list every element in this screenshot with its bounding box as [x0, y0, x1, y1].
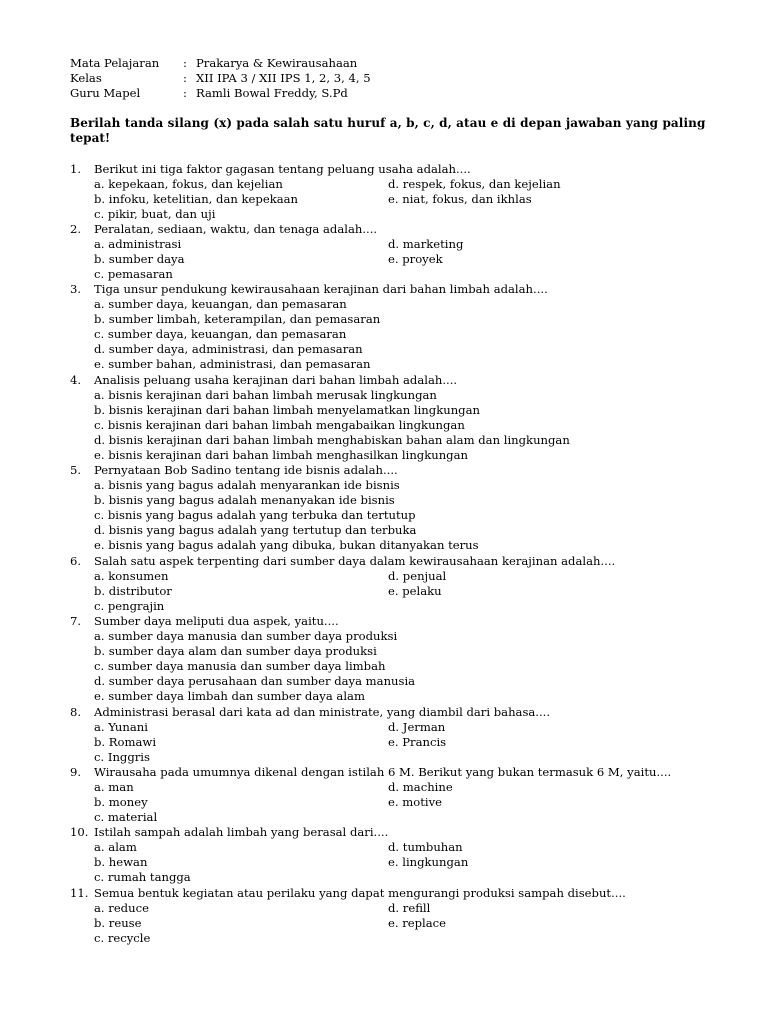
- option-d[interactable]: d. tumbuhan: [388, 840, 463, 854]
- question-number: 7.: [70, 614, 82, 628]
- option-e[interactable]: e. replace: [388, 916, 447, 930]
- header-colon: :: [183, 71, 187, 85]
- question-text: Peralatan, sediaan, waktu, dan tenaga adalah....: [94, 222, 378, 236]
- option-a[interactable]: a. alam: [94, 840, 137, 854]
- question-number: 6.: [70, 554, 82, 568]
- header-colon: :: [183, 56, 187, 70]
- option-b[interactable]: b. hewan: [94, 855, 148, 869]
- instruction-line-1: Berilah tanda silang (x) pada salah satu huruf a, b, c, d, atau e di depan jawaban yang paling: [70, 116, 706, 130]
- question-text: Salah satu aspek terpenting dari sumber daya dalam kewirausahaan kerajinan adalah....: [94, 554, 616, 568]
- option-e[interactable]: e. proyek: [388, 252, 443, 266]
- option-c[interactable]: c. rumah tangga: [94, 870, 191, 884]
- option-a[interactable]: a. bisnis yang bagus adalah menyarankan ide bisnis: [94, 478, 400, 492]
- option-e[interactable]: e. lingkungan: [388, 855, 469, 869]
- header-class-label: Kelas: [70, 71, 102, 85]
- header-colon: :: [183, 86, 187, 100]
- option-e[interactable]: e. bisnis kerajinan dari bahan limbah menghasilkan lingkungan: [94, 448, 468, 462]
- question-number: 8.: [70, 705, 82, 719]
- option-b[interactable]: b. infoku, ketelitian, dan kepekaan: [94, 192, 299, 206]
- option-c[interactable]: c. pikir, buat, dan uji: [94, 207, 216, 221]
- header-subject-value: Prakarya & Kewirausahaan: [196, 56, 358, 70]
- option-a[interactable]: a. bisnis kerajinan dari bahan limbah merusak lingkungan: [94, 388, 437, 402]
- option-c[interactable]: c. sumber daya, keuangan, dan pemasaran: [94, 327, 347, 341]
- option-c[interactable]: c. pemasaran: [94, 267, 173, 281]
- option-a[interactable]: a. sumber daya, keuangan, dan pemasaran: [94, 297, 347, 311]
- option-a[interactable]: a. administrasi: [94, 237, 182, 251]
- option-c[interactable]: c. pengrajin: [94, 599, 165, 613]
- question-text: Semua bentuk kegiatan atau perilaku yang dapat mengurangi produksi sampah disebut....: [94, 886, 626, 900]
- option-d[interactable]: d. marketing: [388, 237, 464, 251]
- option-c[interactable]: c. material: [94, 810, 158, 824]
- option-e[interactable]: e. sumber bahan, administrasi, dan pemasaran: [94, 357, 371, 371]
- option-d[interactable]: d. bisnis kerajinan dari bahan limbah menghabiskan bahan alam dan lingkungan: [94, 433, 570, 447]
- option-d[interactable]: d. respek, fokus, dan kejelian: [388, 177, 561, 191]
- header-subject-label: Mata Pelajaran: [70, 56, 160, 70]
- header-teacher-label: Guru Mapel: [70, 86, 141, 100]
- question-text: Tiga unsur pendukung kewirausahaan kerajinan dari bahan limbah adalah....: [94, 282, 548, 296]
- question-text: Istilah sampah adalah limbah yang berasal dari....: [94, 825, 389, 839]
- option-d[interactable]: d. refill: [388, 901, 431, 915]
- question-number: 9.: [70, 765, 82, 779]
- option-e[interactable]: e. pelaku: [388, 584, 442, 598]
- question-text: Wirausaha pada umumnya dikenal dengan istilah 6 M. Berikut yang bukan termasuk 6 M, yaitu....: [94, 765, 672, 779]
- question-number: 1.: [70, 162, 82, 176]
- question-number: 11.: [70, 886, 89, 900]
- option-d[interactable]: d. penjual: [388, 569, 447, 583]
- option-b[interactable]: b. money: [94, 795, 148, 809]
- option-b[interactable]: b. distributor: [94, 584, 172, 598]
- option-a[interactable]: a. konsumen: [94, 569, 169, 583]
- question-text: Analisis peluang usaha kerajinan dari bahan limbah adalah....: [94, 373, 458, 387]
- option-a[interactable]: a. man: [94, 780, 134, 794]
- option-b[interactable]: b. Romawi: [94, 735, 157, 749]
- option-e[interactable]: e. sumber daya limbah dan sumber daya alam: [94, 689, 365, 703]
- option-c[interactable]: c. bisnis kerajinan dari bahan limbah mengabaikan lingkungan: [94, 418, 465, 432]
- option-e[interactable]: e. bisnis yang bagus adalah yang dibuka, bukan ditanyakan terus: [94, 538, 479, 552]
- header-class-value: XII IPA 3 / XII IPS 1, 2, 3, 4, 5: [196, 71, 371, 85]
- question-text: Berikut ini tiga faktor gagasan tentang peluang usaha adalah....: [94, 162, 471, 176]
- option-b[interactable]: b. reuse: [94, 916, 142, 930]
- option-e[interactable]: e. niat, fokus, dan ikhlas: [388, 192, 532, 206]
- option-a[interactable]: a. reduce: [94, 901, 149, 915]
- instruction-line-2: tepat!: [70, 131, 111, 145]
- option-c[interactable]: c. bisnis yang bagus adalah yang terbuka dan tertutup: [94, 508, 416, 522]
- question-number: 4.: [70, 373, 82, 387]
- question-number: 10.: [70, 825, 89, 839]
- option-b[interactable]: b. sumber limbah, keterampilan, dan pemasaran: [94, 312, 381, 326]
- option-e[interactable]: e. motive: [388, 795, 442, 809]
- option-a[interactable]: a. kepekaan, fokus, dan kejelian: [94, 177, 283, 191]
- option-d[interactable]: d. bisnis yang bagus adalah yang tertutup dan terbuka: [94, 523, 417, 537]
- question-number: 5.: [70, 463, 82, 477]
- option-e[interactable]: e. Prancis: [388, 735, 447, 749]
- option-c[interactable]: c. Inggris: [94, 750, 150, 764]
- option-b[interactable]: b. bisnis kerajinan dari bahan limbah menyelamatkan lingkungan: [94, 403, 480, 417]
- question-number: 3.: [70, 282, 82, 296]
- option-d[interactable]: d. machine: [388, 780, 453, 794]
- question-text: Sumber daya meliputi dua aspek, yaitu....: [94, 614, 339, 628]
- option-c[interactable]: c. recycle: [94, 931, 151, 945]
- question-number: 2.: [70, 222, 82, 236]
- option-a[interactable]: a. Yunani: [94, 720, 148, 734]
- option-d[interactable]: d. sumber daya perusahaan dan sumber daya manusia: [94, 674, 416, 688]
- option-d[interactable]: d. Jerman: [388, 720, 446, 734]
- option-b[interactable]: b. sumber daya alam dan sumber daya produksi: [94, 644, 377, 658]
- question-text: Administrasi berasal dari kata ad dan ministrate, yang diambil dari bahasa....: [94, 705, 551, 719]
- question-text: Pernyataan Bob Sadino tentang ide bisnis adalah....: [94, 463, 398, 477]
- header-teacher-value: Ramli Bowal Freddy, S.Pd: [196, 86, 348, 100]
- option-b[interactable]: b. sumber daya: [94, 252, 185, 266]
- option-b[interactable]: b. bisnis yang bagus adalah menanyakan ide bisnis: [94, 493, 395, 507]
- option-d[interactable]: d. sumber daya, administrasi, dan pemasaran: [94, 342, 363, 356]
- option-c[interactable]: c. sumber daya manusia dan sumber daya limbah: [94, 659, 386, 673]
- option-a[interactable]: a. sumber daya manusia dan sumber daya produksi: [94, 629, 398, 643]
